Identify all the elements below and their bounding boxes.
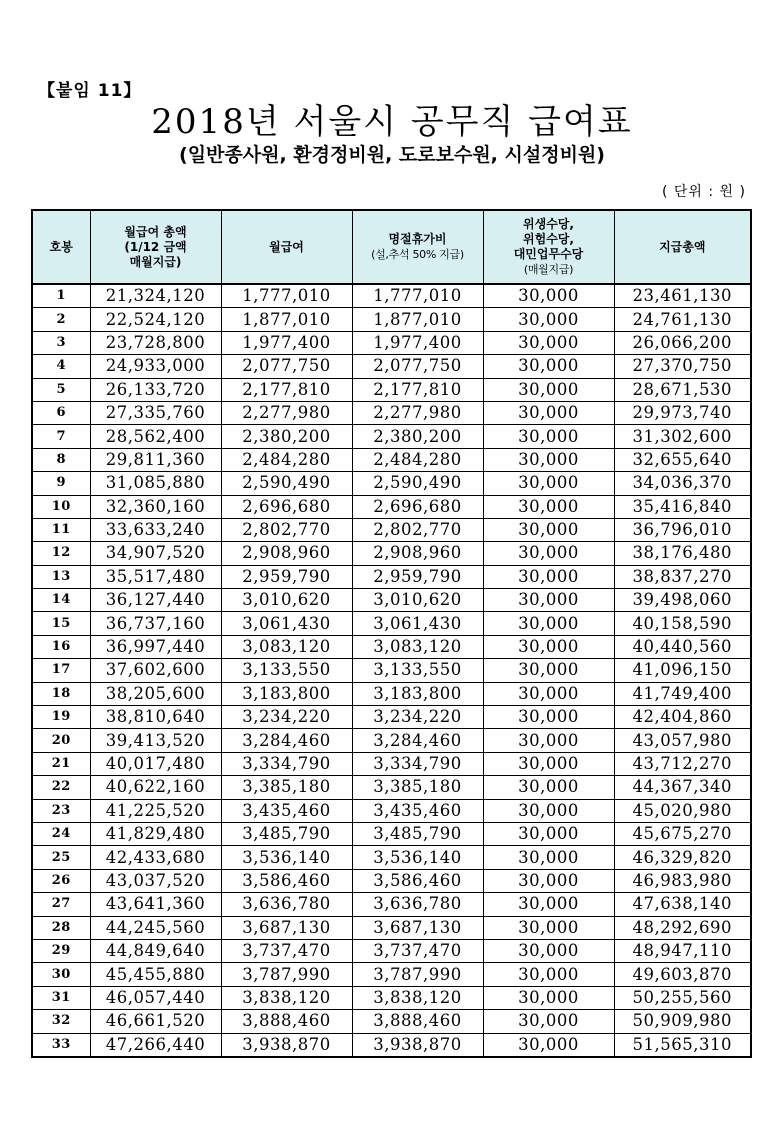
cell-annual-total: 40,622,160 xyxy=(90,776,221,799)
cell-monthly: 3,536,140 xyxy=(221,846,352,869)
salary-table-body xyxy=(32,284,751,1057)
cell-monthly: 3,586,460 xyxy=(221,869,352,892)
cell-total: 51,565,310 xyxy=(614,1033,751,1057)
header-total-label: 지급총액 xyxy=(659,239,706,254)
cell-allowance: 30,000 xyxy=(483,425,614,448)
cell-allowance: 30,000 xyxy=(483,1033,614,1057)
cell-holiday-bonus: 3,536,140 xyxy=(352,846,483,869)
table-row xyxy=(32,1033,751,1057)
cell-holiday-bonus: 2,277,980 xyxy=(352,401,483,424)
cell-holiday-bonus: 3,888,460 xyxy=(352,1010,483,1033)
cell-annual-total: 29,811,360 xyxy=(90,448,221,471)
cell-annual-total: 40,017,480 xyxy=(90,752,221,775)
cell-total: 26,066,200 xyxy=(614,331,751,354)
cell-total: 27,370,750 xyxy=(614,355,751,378)
table-row xyxy=(32,916,751,939)
salary-table xyxy=(31,209,752,1058)
unit-note: ( 단위 : 원 ) xyxy=(661,184,746,200)
table-row xyxy=(32,776,751,799)
header-monthly xyxy=(221,210,352,284)
cell-total: 40,440,560 xyxy=(614,635,751,658)
cell-total: 35,416,840 xyxy=(614,495,751,518)
cell-monthly: 3,838,120 xyxy=(221,986,352,1009)
cell-holiday-bonus: 3,586,460 xyxy=(352,869,483,892)
cell-monthly: 3,010,620 xyxy=(221,589,352,612)
cell-monthly: 2,077,750 xyxy=(221,355,352,378)
cell-annual-total: 22,524,120 xyxy=(90,308,221,331)
cell-monthly: 2,696,680 xyxy=(221,495,352,518)
cell-step: 24 xyxy=(32,822,90,845)
cell-monthly: 2,277,980 xyxy=(221,401,352,424)
cell-annual-total: 47,266,440 xyxy=(90,1033,221,1057)
cell-annual-total: 26,133,720 xyxy=(90,378,221,401)
cell-step: 16 xyxy=(32,635,90,658)
cell-total: 38,837,270 xyxy=(614,565,751,588)
cell-holiday-bonus: 2,484,280 xyxy=(352,448,483,471)
cell-annual-total: 28,562,400 xyxy=(90,425,221,448)
cell-total: 31,302,600 xyxy=(614,425,751,448)
cell-annual-total: 45,455,880 xyxy=(90,963,221,986)
cell-holiday-bonus: 2,177,810 xyxy=(352,378,483,401)
table-row xyxy=(32,1010,751,1033)
cell-monthly: 3,636,780 xyxy=(221,893,352,916)
cell-step: 8 xyxy=(32,448,90,471)
cell-step: 26 xyxy=(32,869,90,892)
cell-annual-total: 36,737,160 xyxy=(90,612,221,635)
cell-monthly: 3,888,460 xyxy=(221,1010,352,1033)
cell-holiday-bonus: 2,380,200 xyxy=(352,425,483,448)
cell-annual-total: 36,127,440 xyxy=(90,589,221,612)
table-row xyxy=(32,472,751,495)
cell-step: 14 xyxy=(32,589,90,612)
cell-step: 6 xyxy=(32,401,90,424)
cell-step: 33 xyxy=(32,1033,90,1057)
cell-holiday-bonus: 3,234,220 xyxy=(352,706,483,729)
cell-step: 17 xyxy=(32,659,90,682)
header-annual-total xyxy=(90,210,221,284)
cell-holiday-bonus: 3,636,780 xyxy=(352,893,483,916)
table-row xyxy=(32,659,751,682)
cell-annual-total: 44,245,560 xyxy=(90,916,221,939)
table-row xyxy=(32,308,751,331)
header-allow-line2: 위험수당, xyxy=(523,232,574,246)
cell-holiday-bonus: 3,061,430 xyxy=(352,612,483,635)
cell-monthly: 3,737,470 xyxy=(221,939,352,962)
cell-holiday-bonus: 1,777,010 xyxy=(352,284,483,308)
cell-holiday-bonus: 3,838,120 xyxy=(352,986,483,1009)
cell-step: 1 xyxy=(32,284,90,308)
cell-total: 42,404,860 xyxy=(614,706,751,729)
cell-allowance: 30,000 xyxy=(483,612,614,635)
cell-monthly: 3,083,120 xyxy=(221,635,352,658)
cell-annual-total: 34,907,520 xyxy=(90,542,221,565)
cell-monthly: 3,787,990 xyxy=(221,963,352,986)
table-row xyxy=(32,378,751,401)
cell-monthly: 2,484,280 xyxy=(221,448,352,471)
cell-step: 7 xyxy=(32,425,90,448)
cell-step: 11 xyxy=(32,518,90,541)
salary-table-header xyxy=(32,210,751,284)
cell-allowance: 30,000 xyxy=(483,846,614,869)
cell-monthly: 3,435,460 xyxy=(221,799,352,822)
cell-allowance: 30,000 xyxy=(483,331,614,354)
cell-total: 49,603,870 xyxy=(614,963,751,986)
header-holiday-line2: (설,추석 50% 지급) xyxy=(371,248,464,261)
cell-total: 46,983,980 xyxy=(614,869,751,892)
cell-allowance: 30,000 xyxy=(483,729,614,752)
table-row xyxy=(32,963,751,986)
table-row xyxy=(32,355,751,378)
cell-annual-total: 24,933,000 xyxy=(90,355,221,378)
cell-step: 23 xyxy=(32,799,90,822)
table-row xyxy=(32,893,751,916)
cell-monthly: 3,938,870 xyxy=(221,1033,352,1057)
cell-holiday-bonus: 3,938,870 xyxy=(352,1033,483,1057)
cell-holiday-bonus: 2,590,490 xyxy=(352,472,483,495)
cell-step: 13 xyxy=(32,565,90,588)
cell-allowance: 30,000 xyxy=(483,635,614,658)
cell-holiday-bonus: 2,077,750 xyxy=(352,355,483,378)
cell-step: 29 xyxy=(32,939,90,962)
cell-step: 22 xyxy=(32,776,90,799)
cell-total: 46,329,820 xyxy=(614,846,751,869)
cell-annual-total: 46,057,440 xyxy=(90,986,221,1009)
cell-holiday-bonus: 2,908,960 xyxy=(352,542,483,565)
cell-monthly: 2,802,770 xyxy=(221,518,352,541)
cell-monthly: 3,133,550 xyxy=(221,659,352,682)
cell-monthly: 3,061,430 xyxy=(221,612,352,635)
cell-annual-total: 44,849,640 xyxy=(90,939,221,962)
header-step xyxy=(32,210,90,284)
cell-step: 2 xyxy=(32,308,90,331)
cell-allowance: 30,000 xyxy=(483,939,614,962)
cell-total: 48,947,110 xyxy=(614,939,751,962)
cell-total: 39,498,060 xyxy=(614,589,751,612)
cell-annual-total: 41,225,520 xyxy=(90,799,221,822)
cell-allowance: 30,000 xyxy=(483,1010,614,1033)
cell-total: 36,796,010 xyxy=(614,518,751,541)
cell-holiday-bonus: 2,802,770 xyxy=(352,518,483,541)
table-row xyxy=(32,284,751,308)
cell-total: 32,655,640 xyxy=(614,448,751,471)
cell-holiday-bonus: 2,959,790 xyxy=(352,565,483,588)
table-row xyxy=(32,495,751,518)
cell-allowance: 30,000 xyxy=(483,822,614,845)
table-row xyxy=(32,729,751,752)
cell-total: 34,036,370 xyxy=(614,472,751,495)
cell-annual-total: 37,602,600 xyxy=(90,659,221,682)
header-annual-line3: 매월지급) xyxy=(129,254,182,269)
cell-holiday-bonus: 3,010,620 xyxy=(352,589,483,612)
cell-annual-total: 41,829,480 xyxy=(90,822,221,845)
cell-allowance: 30,000 xyxy=(483,284,614,308)
cell-holiday-bonus: 3,133,550 xyxy=(352,659,483,682)
cell-allowance: 30,000 xyxy=(483,799,614,822)
cell-total: 45,020,980 xyxy=(614,799,751,822)
cell-allowance: 30,000 xyxy=(483,706,614,729)
attachment-label: 【붙임 11】 xyxy=(38,81,142,101)
cell-total: 43,712,270 xyxy=(614,752,751,775)
cell-step: 5 xyxy=(32,378,90,401)
cell-step: 20 xyxy=(32,729,90,752)
cell-allowance: 30,000 xyxy=(483,448,614,471)
cell-allowance: 30,000 xyxy=(483,986,614,1009)
cell-annual-total: 39,413,520 xyxy=(90,729,221,752)
cell-monthly: 3,385,180 xyxy=(221,776,352,799)
header-total xyxy=(614,210,751,284)
cell-step: 30 xyxy=(32,963,90,986)
cell-monthly: 2,590,490 xyxy=(221,472,352,495)
cell-holiday-bonus: 3,183,800 xyxy=(352,682,483,705)
cell-step: 19 xyxy=(32,706,90,729)
table-row xyxy=(32,986,751,1009)
table-row xyxy=(32,846,751,869)
cell-allowance: 30,000 xyxy=(483,916,614,939)
table-row xyxy=(32,518,751,541)
cell-allowance: 30,000 xyxy=(483,308,614,331)
cell-step: 3 xyxy=(32,331,90,354)
cell-allowance: 30,000 xyxy=(483,963,614,986)
cell-monthly: 3,183,800 xyxy=(221,682,352,705)
cell-annual-total: 33,633,240 xyxy=(90,518,221,541)
cell-monthly: 2,177,810 xyxy=(221,378,352,401)
cell-step: 10 xyxy=(32,495,90,518)
cell-monthly: 2,908,960 xyxy=(221,542,352,565)
cell-step: 12 xyxy=(32,542,90,565)
cell-annual-total: 36,997,440 xyxy=(90,635,221,658)
cell-monthly: 2,959,790 xyxy=(221,565,352,588)
cell-total: 50,255,560 xyxy=(614,986,751,1009)
table-row xyxy=(32,331,751,354)
cell-step: 4 xyxy=(32,355,90,378)
cell-total: 24,761,130 xyxy=(614,308,751,331)
cell-holiday-bonus: 3,737,470 xyxy=(352,939,483,962)
cell-holiday-bonus: 3,787,990 xyxy=(352,963,483,986)
table-row xyxy=(32,589,751,612)
cell-monthly: 3,334,790 xyxy=(221,752,352,775)
cell-allowance: 30,000 xyxy=(483,565,614,588)
header-allow-line1: 위생수당, xyxy=(523,217,574,231)
cell-step: 21 xyxy=(32,752,90,775)
cell-annual-total: 23,728,800 xyxy=(90,331,221,354)
cell-step: 31 xyxy=(32,986,90,1009)
cell-step: 32 xyxy=(32,1010,90,1033)
cell-holiday-bonus: 3,485,790 xyxy=(352,822,483,845)
table-row xyxy=(32,612,751,635)
cell-holiday-bonus: 3,687,130 xyxy=(352,916,483,939)
cell-holiday-bonus: 1,977,400 xyxy=(352,331,483,354)
header-holiday-bonus xyxy=(352,210,483,284)
cell-total: 44,367,340 xyxy=(614,776,751,799)
cell-step: 27 xyxy=(32,893,90,916)
header-step-label: 호봉 xyxy=(49,239,73,254)
cell-step: 18 xyxy=(32,682,90,705)
table-row xyxy=(32,542,751,565)
cell-allowance: 30,000 xyxy=(483,869,614,892)
cell-allowance: 30,000 xyxy=(483,518,614,541)
cell-annual-total: 43,641,360 xyxy=(90,893,221,916)
table-row xyxy=(32,706,751,729)
header-monthly-label: 월급여 xyxy=(269,239,304,254)
header-annual-line1: 월급여 총액 xyxy=(124,224,187,239)
cell-annual-total: 27,335,760 xyxy=(90,401,221,424)
cell-holiday-bonus: 3,435,460 xyxy=(352,799,483,822)
cell-allowance: 30,000 xyxy=(483,378,614,401)
table-row xyxy=(32,822,751,845)
cell-allowance: 30,000 xyxy=(483,893,614,916)
cell-total: 43,057,980 xyxy=(614,729,751,752)
page-subtitle: (일반종사원, 환경정비원, 도로보수원, 시설정비원) xyxy=(179,144,605,166)
cell-monthly: 1,877,010 xyxy=(221,308,352,331)
cell-total: 40,158,590 xyxy=(614,612,751,635)
cell-allowance: 30,000 xyxy=(483,355,614,378)
cell-allowance: 30,000 xyxy=(483,472,614,495)
table-row xyxy=(32,401,751,424)
cell-annual-total: 46,661,520 xyxy=(90,1010,221,1033)
cell-annual-total: 38,205,600 xyxy=(90,682,221,705)
cell-holiday-bonus: 1,877,010 xyxy=(352,308,483,331)
cell-step: 15 xyxy=(32,612,90,635)
cell-annual-total: 43,037,520 xyxy=(90,869,221,892)
cell-total: 23,461,130 xyxy=(614,284,751,308)
cell-allowance: 30,000 xyxy=(483,659,614,682)
table-row xyxy=(32,565,751,588)
cell-holiday-bonus: 3,284,460 xyxy=(352,729,483,752)
table-row xyxy=(32,799,751,822)
cell-annual-total: 38,810,640 xyxy=(90,706,221,729)
header-annual-line2: (1/12 금액 xyxy=(124,239,187,254)
cell-monthly: 2,380,200 xyxy=(221,425,352,448)
page-title: 2018년 서울시 공무직 급여표 xyxy=(151,102,633,142)
cell-annual-total: 32,360,160 xyxy=(90,495,221,518)
table-row xyxy=(32,682,751,705)
cell-allowance: 30,000 xyxy=(483,542,614,565)
cell-total: 41,749,400 xyxy=(614,682,751,705)
cell-allowance: 30,000 xyxy=(483,495,614,518)
table-row xyxy=(32,635,751,658)
table-row xyxy=(32,869,751,892)
cell-allowance: 30,000 xyxy=(483,776,614,799)
cell-monthly: 1,977,400 xyxy=(221,331,352,354)
table-row xyxy=(32,752,751,775)
cell-total: 48,292,690 xyxy=(614,916,751,939)
cell-step: 9 xyxy=(32,472,90,495)
cell-total: 50,909,980 xyxy=(614,1010,751,1033)
cell-allowance: 30,000 xyxy=(483,682,614,705)
cell-allowance: 30,000 xyxy=(483,752,614,775)
header-allow-line3: 대민업무수당 xyxy=(513,247,584,261)
cell-total: 28,671,530 xyxy=(614,378,751,401)
header-holiday-line1: 명절휴가비 xyxy=(388,232,447,246)
cell-monthly: 3,234,220 xyxy=(221,706,352,729)
cell-annual-total: 35,517,480 xyxy=(90,565,221,588)
cell-step: 25 xyxy=(32,846,90,869)
cell-step: 28 xyxy=(32,916,90,939)
cell-allowance: 30,000 xyxy=(483,401,614,424)
cell-total: 38,176,480 xyxy=(614,542,751,565)
cell-monthly: 3,687,130 xyxy=(221,916,352,939)
cell-total: 41,096,150 xyxy=(614,659,751,682)
header-row xyxy=(32,210,751,284)
cell-monthly: 3,485,790 xyxy=(221,822,352,845)
table-row xyxy=(32,448,751,471)
cell-annual-total: 42,433,680 xyxy=(90,846,221,869)
cell-holiday-bonus: 3,334,790 xyxy=(352,752,483,775)
header-allowance xyxy=(483,210,614,284)
cell-allowance: 30,000 xyxy=(483,589,614,612)
cell-total: 29,973,740 xyxy=(614,401,751,424)
cell-annual-total: 31,085,880 xyxy=(90,472,221,495)
cell-monthly: 3,284,460 xyxy=(221,729,352,752)
cell-holiday-bonus: 3,385,180 xyxy=(352,776,483,799)
header-allow-line4: (매월지급) xyxy=(523,263,574,276)
cell-annual-total: 21,324,120 xyxy=(90,284,221,308)
table-row xyxy=(32,939,751,962)
cell-total: 45,675,270 xyxy=(614,822,751,845)
cell-holiday-bonus: 3,083,120 xyxy=(352,635,483,658)
cell-monthly: 1,777,010 xyxy=(221,284,352,308)
table-row xyxy=(32,425,751,448)
cell-holiday-bonus: 2,696,680 xyxy=(352,495,483,518)
cell-total: 47,638,140 xyxy=(614,893,751,916)
